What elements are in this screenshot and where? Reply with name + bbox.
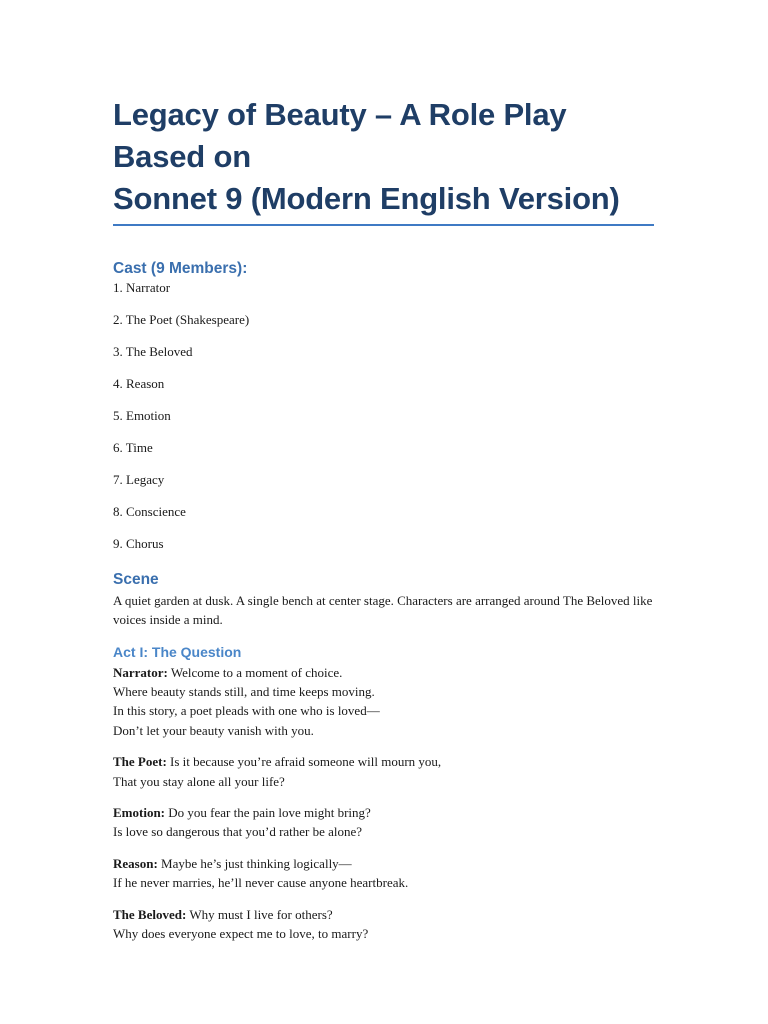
dialogue-block <box>113 905 654 944</box>
dialogue-line: Why does everyone expect me to love, to marry? <box>113 926 369 942</box>
cast-list <box>113 280 654 552</box>
cast-member: 5. Emotion <box>113 408 171 423</box>
speaker-name: Reason: <box>113 855 158 871</box>
dialogue-block <box>113 663 654 741</box>
scene-heading: Scene <box>113 571 159 588</box>
dialogue <box>113 663 654 944</box>
dialogue-line: Is it because you’re afraid someone will mourn you, <box>166 754 442 770</box>
dialogue-line: Where beauty stands still, and time keeps moving. <box>113 684 375 699</box>
cast-member: 6. Time <box>113 440 153 455</box>
dialogue-line: In this story, a poet pleads with one who is loved— <box>113 703 380 719</box>
cast-heading: Cast (9 Members): <box>113 260 248 277</box>
dialogue-line: Welcome to a moment of choice. <box>167 664 343 680</box>
dialogue-line: If he never marries, he’ll never cause anyone heartbreak. <box>113 875 409 891</box>
cast-member: 2. The Poet (Shakespeare) <box>113 312 250 327</box>
dialogue-block <box>113 803 654 842</box>
dialogue-block <box>113 854 654 893</box>
title-line-2: Sonnet 9 (Modern English Version) <box>113 181 620 216</box>
cast-member: 3. The Beloved <box>113 344 193 359</box>
speaker-name: The Beloved: <box>113 906 187 922</box>
speaker-name: The Poet: <box>113 754 167 770</box>
cast-member: 9. Chorus <box>113 536 164 551</box>
scene-description: A quiet garden at dusk. A single bench at center stage. Characters are arranged around The Beloved like voices inside a mind. <box>113 593 653 628</box>
dialogue-line: Do you fear the pain love might bring? <box>165 805 371 821</box>
title-line-1: Legacy of Beauty – A Role Play Based on <box>113 97 567 174</box>
dialogue-line: That you stay alone all your life? <box>113 773 285 789</box>
cast-member: 1. Narrator <box>113 280 171 295</box>
act-heading: Act I: The Question <box>113 643 242 660</box>
speaker-name: Narrator: <box>113 664 168 680</box>
dialogue-line: Is love so dangerous that you’d rather be alone? <box>113 824 363 840</box>
cast-member: 7. Legacy <box>113 472 165 487</box>
dialogue-line: Maybe he’s just thinking logically— <box>157 855 352 871</box>
dialogue-line: Don’t let your beauty vanish with you. <box>113 722 314 738</box>
cast-member: 4. Reason <box>113 376 165 391</box>
document-title <box>113 94 654 226</box>
dialogue-line: Why must I live for others? <box>186 906 333 922</box>
speaker-name: Emotion: <box>113 805 165 821</box>
cast-member: 8. Conscience <box>113 504 186 519</box>
dialogue-block <box>113 752 654 791</box>
